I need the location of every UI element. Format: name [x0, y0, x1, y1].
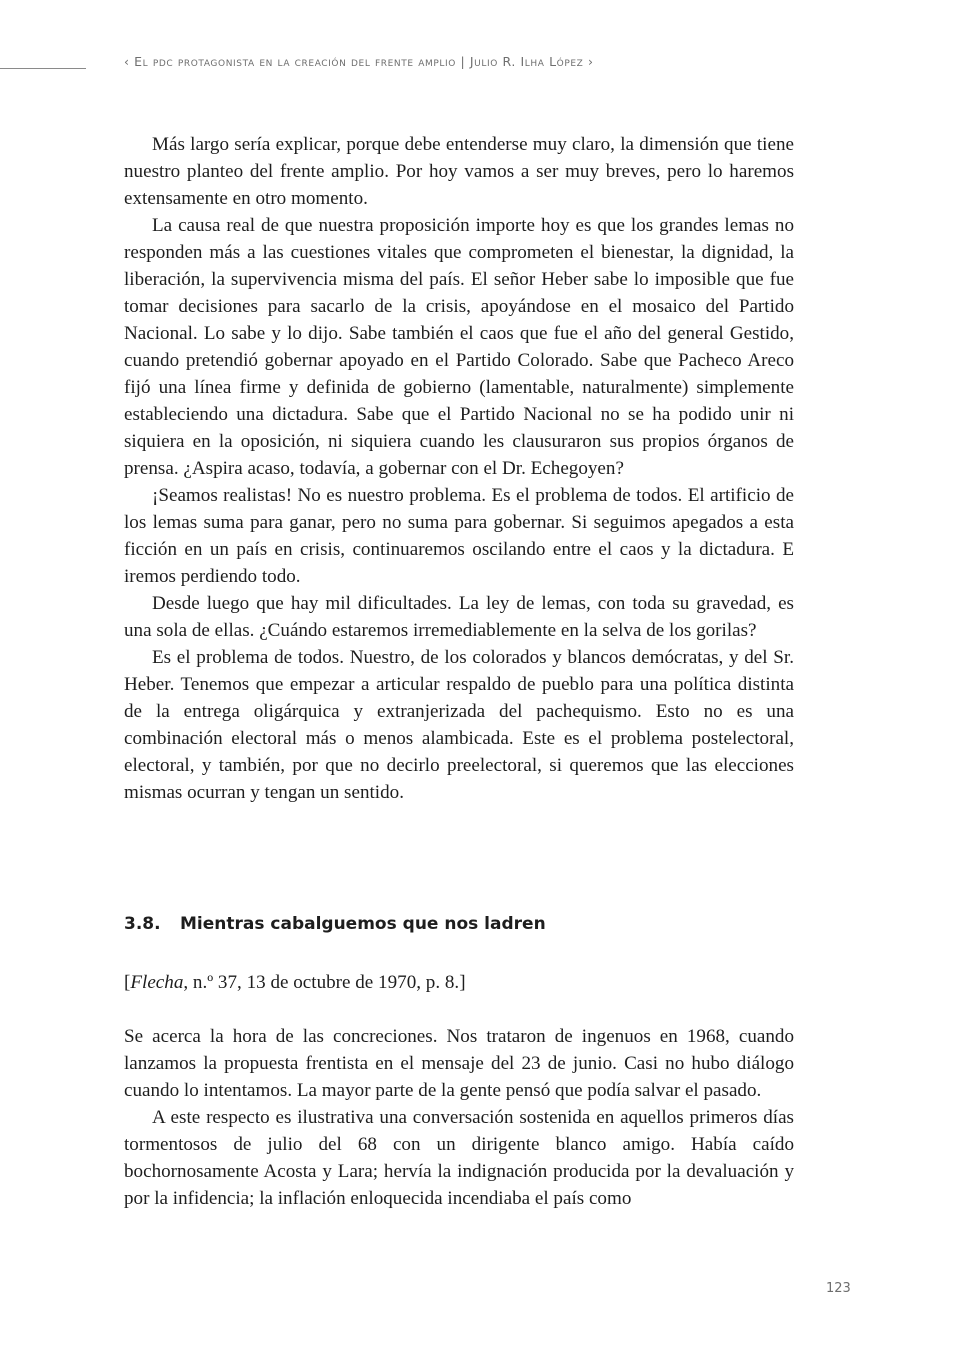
- paragraph: Es el problema de todos. Nuestro, de los colorados y blancos demócratas, y del Sr. Heber. Tenemos que empezar a articular respaldo de pueblo para una política distinta de la entrega oligárquica y extranjerizada del pachequismo. Esto no es una combinación electoral más o menos alambicada. Este es el problema postelectoral, electoral, y también, por que no decirlo preelectoral, si queremos que las elecciones mismas ocurran y tengan un sentido.: [124, 647, 794, 803]
- page-number: 123: [826, 1281, 851, 1296]
- section-title: Mientras cabalguemos que nos ladren: [180, 914, 546, 934]
- running-head: ‹ El pdc protagonista en la creación del frente amplio | Julio R. Ilha López ›: [124, 54, 594, 69]
- section-number: 3.8.: [124, 914, 161, 934]
- body-block-1: [124, 131, 794, 806]
- body-block-2: [124, 1023, 794, 1212]
- paragraph: Más largo sería explicar, porque debe entenderse muy claro, la dimensión que tiene nuestro planteo del frente amplio. Por hoy vamos a ser muy breves, pero lo haremos extensamente en otro momento.: [124, 134, 794, 209]
- source-reference: [124, 969, 466, 996]
- paragraph: A este respecto es ilustrativa una conversación sostenida en aquellos primeros días tormentosos de julio del 68 con un dirigente blanco amigo. Había caído bochornosamente Acosta y Lara; hervía la indignación producida por la devaluación y por la infidencia; la inflación enloquecida incendiaba el país como: [124, 1107, 794, 1209]
- section-heading: [124, 914, 546, 934]
- source-bracket-open: [: [124, 972, 131, 993]
- header-rule: [0, 68, 86, 69]
- source-details: , n.º 37, 13 de octubre de 1970, p. 8.]: [183, 972, 466, 993]
- source-publication: Flecha: [130, 972, 184, 993]
- paragraph: Desde luego que hay mil dificultades. La ley de lemas, con toda su gravedad, es una sola de ellas. ¿Cuándo estaremos irremediablemente en la selva de los gorilas?: [124, 593, 794, 641]
- paragraph: La causa real de que nuestra proposición importe hoy es que los grandes lemas no responden más a las cuestiones vitales que comprometen el bienestar, la dignidad, la liberación, la supervivencia misma del país. El señor Heber sabe lo imposible que fue tomar decisiones para sacarlo de la crisis, apoyándose en el mosaico del Partido Nacional. Lo sabe y lo dijo. Sabe también el caos que fue el año del general Gestido, cuando pretendió gobernar apoyado en el Partido Colorado. Sabe que Pacheco Areco fijó una línea firme y definida de gobierno (lamentable, naturalmente) simplemente estableciendo una dictadura. Sabe que el Partido Nacional no se ha podido unir ni siquiera en la oposición, ni siquiera cuando les clausuraron sus propios órganos de prensa. ¿Aspira acaso, todavía, a gobernar con el Dr. Echegoyen?: [124, 215, 794, 479]
- paragraph: Se acerca la hora de las concreciones. Nos trataron de ingenuos en 1968, cuando lanzamos la propuesta frentista en el mensaje del 23 de junio. Casi no hubo diálogo cuando lo intentamos. La mayor parte de la gente pensó que podía salvar el pasado.: [124, 1026, 794, 1101]
- paragraph: ¡Seamos realistas! No es nuestro problema. Es el problema de todos. El artificio de los lemas suma para ganar, pero no suma para gobernar. Si seguimos apegados a esta ficción en un país en crisis, continuaremos oscilando entre el caos y la dictadura. E iremos perdiendo todo.: [124, 485, 794, 587]
